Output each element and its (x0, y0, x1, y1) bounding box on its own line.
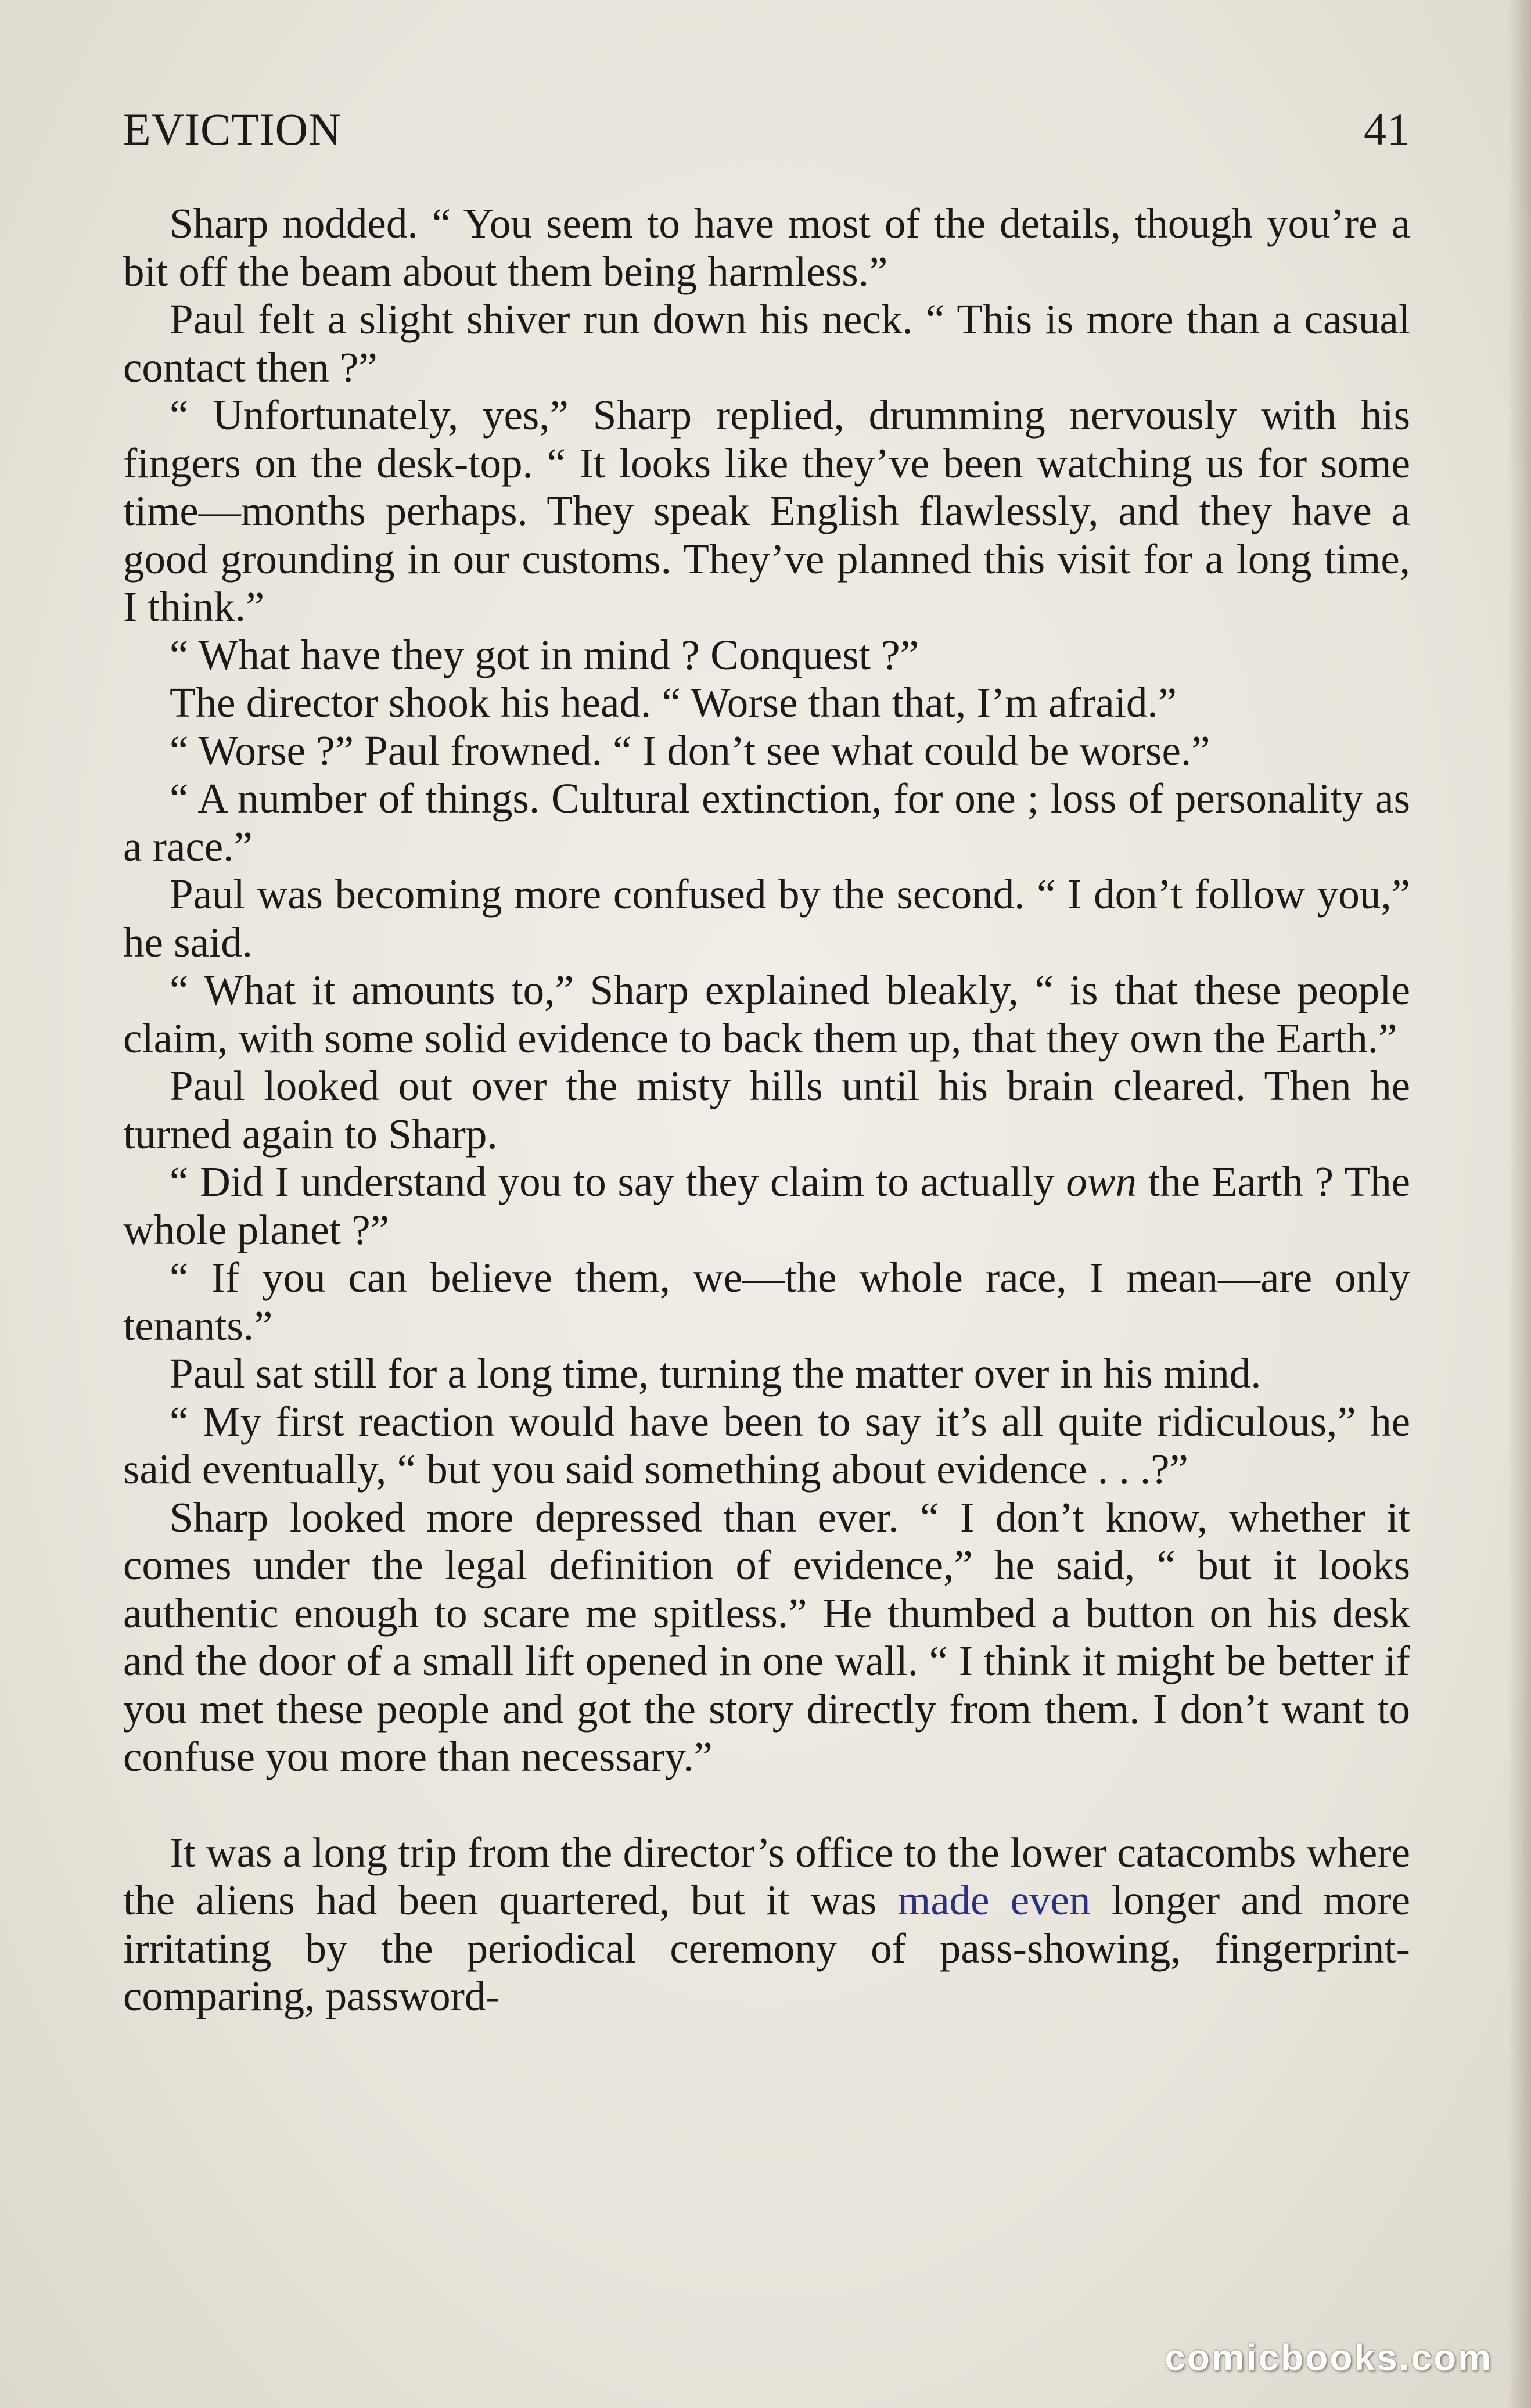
text-span: It was a long trip from the director’s office to the lower catacombs where the aliens had been quartered, but it was (123, 1828, 1410, 1924)
emphasis-own: own (1066, 1158, 1137, 1205)
paragraph: Paul felt a slight shiver run down his neck. “ This is more than a casual contact then ?” (123, 296, 1410, 391)
paragraph: “ A number of things. Cultural extinction, for one ; loss of personality as a race.” (123, 775, 1410, 870)
body-text (123, 200, 1410, 2021)
text-span: “ Did I understand you to say they claim to actually (170, 1158, 1066, 1205)
paragraph: “ If you can believe them, we—the whole race, I mean—are only tenants.” (123, 1254, 1410, 1349)
text-span: the Earth ? The whole planet ?” (123, 1158, 1411, 1253)
text-span: longer and more irritating by the periodical ceremony of pass-showing, fingerprint-comparing, password- (123, 1877, 1411, 2019)
chapter-title: EVICTION (123, 104, 342, 154)
paragraph-section-start (123, 1829, 1410, 2021)
paragraph: “ My first reaction would have been to say it’s all quite ridiculous,” he said eventually, “ but you said something about evidence . . .?” (123, 1397, 1410, 1493)
paragraph: Sharp nodded. “ You seem to have most of the details, though you’re a bit off the beam about them being harmless.” (123, 200, 1410, 295)
paragraph: “ What it amounts to,” Sharp explained bleakly, “ is that these people claim, with some solid evidence to back them up, that they own the Earth.” (123, 966, 1410, 1062)
paragraph: “ Unfortunately, yes,” Sharp replied, drumming nervously with his fingers on the desk-top. “ It looks like they’ve been watching us for some time—months perhaps. They speak English flawlessly, and they have a good grounding in our customs. They’ve planned this visit for a long time, I think.” (123, 391, 1410, 630)
paragraph: Paul sat still for a long time, turning the matter over in his mind. (170, 1350, 1262, 1397)
watermark-logo: comicbooks.com (1165, 2337, 1493, 2378)
paragraph: Sharp looked more depressed than ever. “ I don’t know, whether it comes under the legal definition of evidence,” he said, “ but it looks authentic enough to scare me spitless.” He thumbed a button on his desk and the door of a small lift opened in one wall. “ I think it might be better if you met these people and got the story directly from them. I don’t want to confuse you more than necessary.” (123, 1493, 1410, 1780)
blue-text-span: made even (897, 1877, 1091, 1924)
paragraph: Paul was becoming more confused by the second. “ I don’t follow you,” he said. (123, 871, 1410, 966)
page-number: 41 (1364, 104, 1410, 154)
paragraph: “ What have they got in mind ? Conquest ?” (170, 631, 919, 678)
paragraph: The director shook his head. “ Worse than that, I’m afraid.” (170, 679, 1177, 726)
page-edge-shadow (1508, 0, 1531, 2408)
paragraph: “ Worse ?” Paul frowned. “ I don’t see what could be worse.” (170, 727, 1210, 774)
paragraph-own (123, 1158, 1410, 1254)
running-header (123, 103, 1410, 156)
paragraph: Paul looked out over the misty hills until his brain cleared. Then he turned again to Sharp. (123, 1062, 1410, 1158)
